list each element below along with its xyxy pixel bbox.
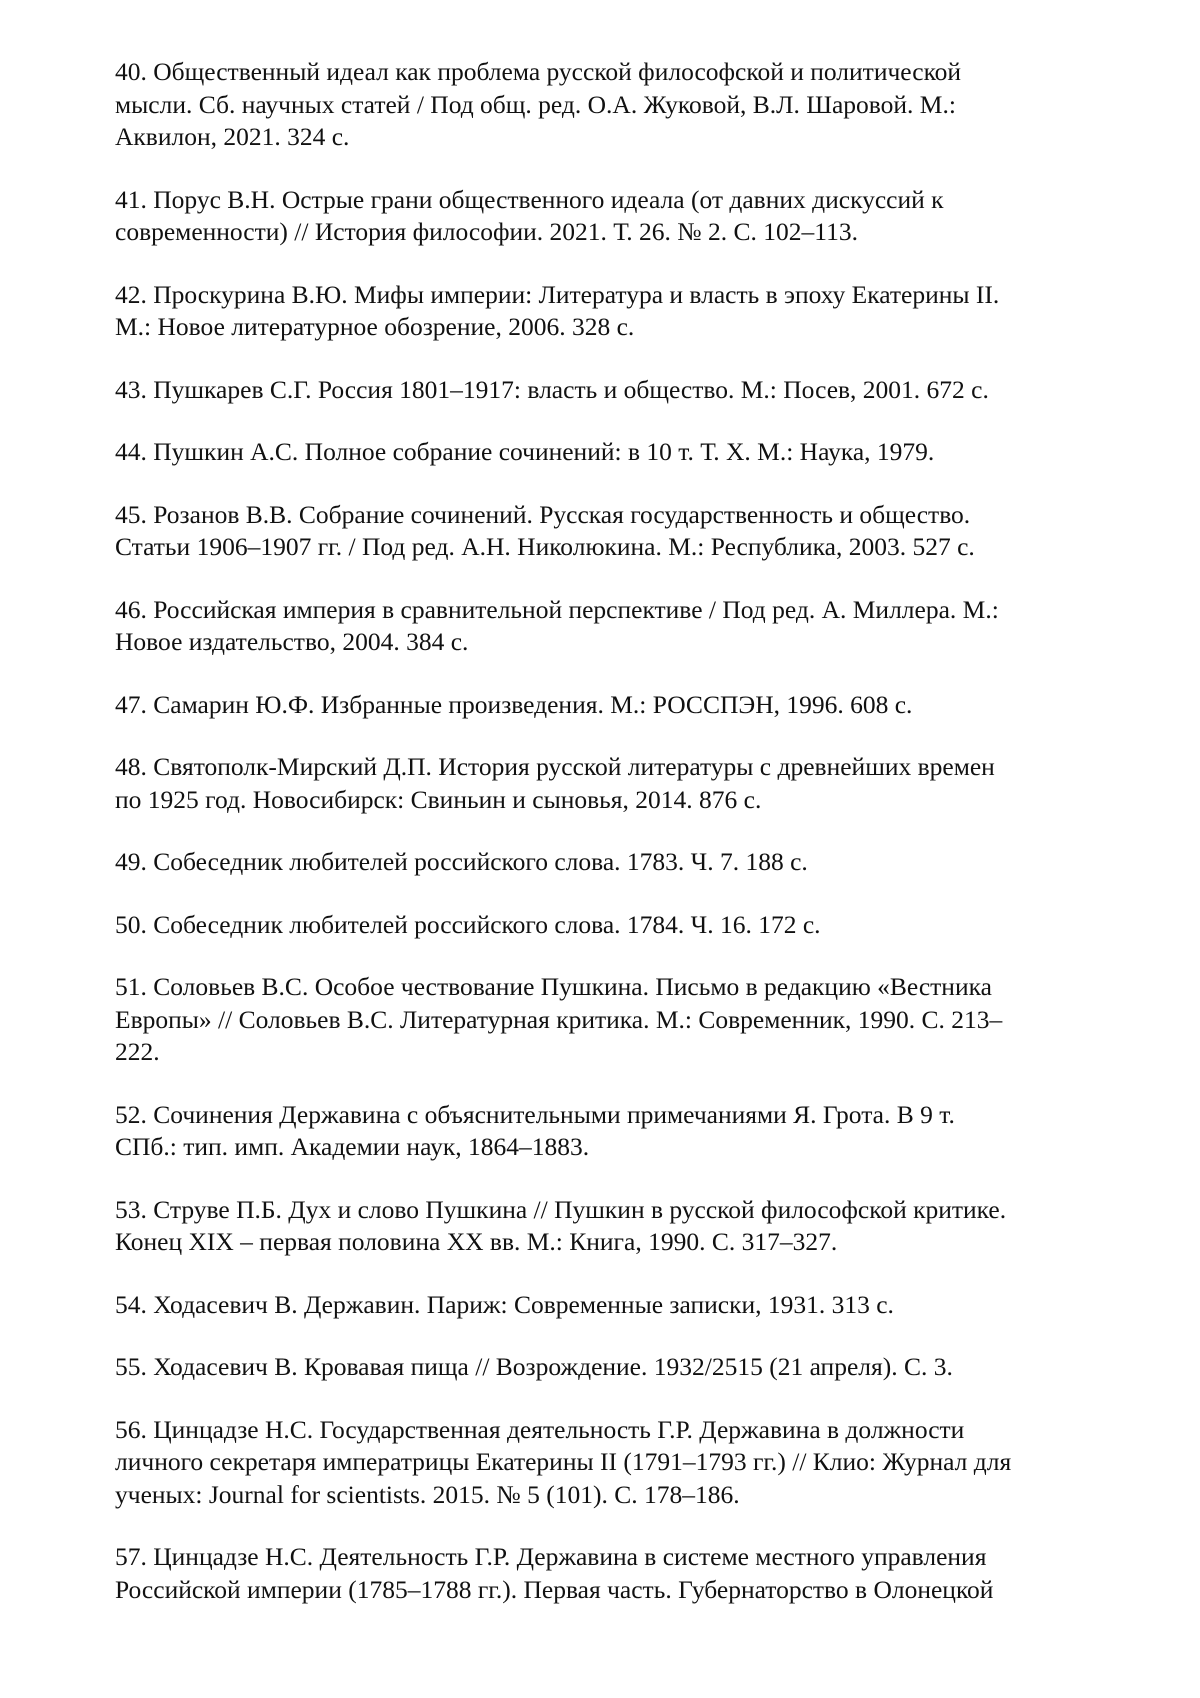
reference-item xyxy=(115,1541,1114,1606)
reference-line: по 1925 год. Новосибирск: Свиньин и сыновья, 2014. 876 с. xyxy=(115,784,1114,817)
reference-line: Европы» // Соловьев В.С. Литературная критика. М.: Современник, 1990. С. 213– xyxy=(115,1004,1114,1037)
reference-line: Аквилон, 2021. 324 с. xyxy=(115,121,1114,154)
reference-line: 54. Ходасевич В. Державин. Париж: Современные записки, 1931. 313 с. xyxy=(115,1289,1114,1322)
reference-line: современности) // История философии. 2021. Т. 26. № 2. С. 102–113. xyxy=(115,216,1114,249)
reference-line: мысли. Сб. научных статей / Под общ. ред. О.А. Жуковой, В.Л. Шаровой. М.: xyxy=(115,89,1114,122)
reference-line: 46. Российская империя в сравнительной перспективе / Под ред. А. Миллера. М.: xyxy=(115,594,1114,627)
reference-line: 40. Общественный идеал как проблема русской философской и политической xyxy=(115,56,1114,89)
reference-line: 56. Цинцадзе Н.С. Государственная деятельность Г.Р. Державина в должности xyxy=(115,1414,1114,1447)
reference-line: 55. Ходасевич В. Кровавая пища // Возрождение. 1932/2515 (21 апреля). С. 3. xyxy=(115,1351,1114,1384)
reference-line: 49. Собеседник любителей российского слова. 1783. Ч. 7. 188 с. xyxy=(115,846,1114,879)
reference-line: Российской империи (1785–1788 гг.). Первая часть. Губернаторство в Олонецкой xyxy=(115,1574,1114,1607)
reference-item xyxy=(115,1194,1114,1259)
reference-line: 45. Розанов В.В. Собрание сочинений. Русская государственность и общество. xyxy=(115,499,1114,532)
reference-item xyxy=(115,1414,1114,1512)
reference-item xyxy=(115,751,1114,816)
reference-line: 222. xyxy=(115,1036,1114,1069)
reference-line: личного секретаря императрицы Екатерины II (1791–1793 гг.) // Клио: Журнал для xyxy=(115,1446,1114,1479)
reference-line: Конец XIX – первая половина XX вв. М.: Книга, 1990. С. 317–327. xyxy=(115,1226,1114,1259)
reference-line: 51. Соловьев В.С. Особое чествование Пушкина. Письмо в редакцию «Вестника xyxy=(115,971,1114,1004)
reference-list xyxy=(115,56,1114,1606)
reference-line: 50. Собеседник любителей российского слова. 1784. Ч. 16. 172 с. xyxy=(115,909,1114,942)
reference-item xyxy=(115,594,1114,659)
reference-line: 52. Сочинения Державина с объяснительными примечаниями Я. Грота. В 9 т. xyxy=(115,1099,1114,1132)
reference-item xyxy=(115,56,1114,154)
reference-line: Новое издательство, 2004. 384 с. xyxy=(115,626,1114,659)
reference-line: 47. Самарин Ю.Ф. Избранные произведения. М.: РОССПЭН, 1996. 608 с. xyxy=(115,689,1114,722)
reference-line: ученых: Journal for scientists. 2015. № 5 (101). С. 178–186. xyxy=(115,1479,1114,1512)
reference-item xyxy=(115,1351,1114,1384)
reference-line: СПб.: тип. имп. Академии наук, 1864–1883. xyxy=(115,1131,1114,1164)
reference-item xyxy=(115,1289,1114,1322)
reference-line: 53. Струве П.Б. Дух и слово Пушкина // Пушкин в русской философской критике. xyxy=(115,1194,1114,1227)
reference-item xyxy=(115,1099,1114,1164)
document-page xyxy=(0,0,1200,1698)
reference-item xyxy=(115,846,1114,879)
reference-line: 42. Проскурина В.Ю. Мифы империи: Литература и власть в эпоху Екатерины II. xyxy=(115,279,1114,312)
reference-line: 41. Порус В.Н. Острые грани общественного идеала (от давних дискуссий к xyxy=(115,184,1114,217)
reference-item xyxy=(115,374,1114,407)
reference-line: Статьи 1906–1907 гг. / Под ред. А.Н. Николюкина. М.: Республика, 2003. 527 с. xyxy=(115,531,1114,564)
reference-item xyxy=(115,184,1114,249)
reference-item xyxy=(115,436,1114,469)
reference-item xyxy=(115,689,1114,722)
reference-line: 57. Цинцадзе Н.С. Деятельность Г.Р. Державина в системе местного управления xyxy=(115,1541,1114,1574)
reference-item xyxy=(115,499,1114,564)
reference-line: 44. Пушкин А.С. Полное собрание сочинений: в 10 т. Т. X. М.: Наука, 1979. xyxy=(115,436,1114,469)
reference-line: 43. Пушкарев С.Г. Россия 1801–1917: власть и общество. М.: Посев, 2001. 672 с. xyxy=(115,374,1114,407)
reference-item xyxy=(115,909,1114,942)
reference-item xyxy=(115,971,1114,1069)
reference-item xyxy=(115,279,1114,344)
reference-line: М.: Новое литературное обозрение, 2006. 328 с. xyxy=(115,311,1114,344)
reference-line: 48. Святополк-Мирский Д.П. История русской литературы с древнейших времен xyxy=(115,751,1114,784)
